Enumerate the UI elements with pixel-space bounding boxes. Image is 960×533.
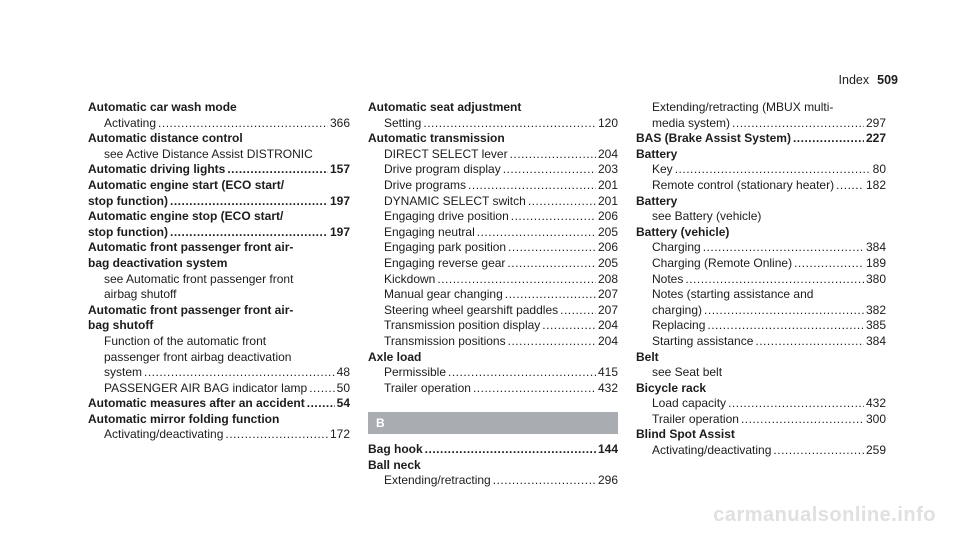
- index-column-2: [368, 100, 618, 489]
- index-subentry: [368, 365, 618, 381]
- index-subentry: [368, 209, 618, 225]
- dot-leader: [508, 240, 596, 256]
- index-subentry: [368, 334, 618, 350]
- index-entry: [368, 442, 618, 458]
- index-headline: [88, 396, 350, 412]
- dot-leader: [448, 365, 596, 381]
- index-subentry: [368, 303, 618, 319]
- index-subentry: [88, 365, 350, 381]
- page-ref: 80: [872, 162, 886, 177]
- page-ref: 50: [336, 380, 350, 395]
- dot-leader: [542, 318, 596, 334]
- index-heading: Automatic front passenger front air-: [88, 302, 294, 317]
- page-ref: 297: [865, 115, 886, 130]
- entry-text: Notes: [652, 271, 684, 286]
- index-entry: [88, 162, 350, 178]
- dot-leader: [170, 225, 328, 241]
- index-headline: [88, 194, 350, 210]
- index-subentry: [368, 178, 618, 194]
- index-subentry: [368, 381, 618, 397]
- index-subentry: [636, 443, 886, 459]
- dot-leader: [704, 303, 864, 319]
- index-entry: [88, 178, 350, 209]
- page-ref: 48: [336, 365, 350, 380]
- dot-leader: [309, 381, 334, 397]
- page-ref: 54: [336, 396, 350, 411]
- index-subentry: [88, 427, 350, 443]
- dot-leader: [793, 131, 864, 147]
- dot-leader: [307, 396, 335, 412]
- page-ref: 300: [865, 411, 886, 426]
- entry-text: BAS (Brake Assist System): [636, 131, 791, 146]
- index-heading: Automatic front passenger front air-: [88, 240, 294, 255]
- index-heading: bag shutoff: [88, 318, 154, 333]
- page-ref: 259: [865, 443, 886, 458]
- index-entry: [368, 131, 618, 349]
- dot-leader: [437, 272, 596, 288]
- dot-leader: [703, 240, 864, 256]
- dot-leader: [836, 178, 864, 194]
- entry-text: Starting assistance: [652, 333, 754, 348]
- index-heading: Battery: [636, 193, 678, 208]
- index-heading: Automatic car wash mode: [88, 100, 237, 114]
- index-subentry: [88, 116, 350, 132]
- index-subentry: [636, 116, 886, 132]
- index-subentry: [636, 256, 886, 272]
- index-subentry: [368, 194, 618, 210]
- dot-leader: [707, 318, 864, 334]
- dot-leader: [794, 256, 864, 272]
- dot-leader: [528, 194, 596, 210]
- index-entry: [368, 100, 618, 131]
- index-note: airbag shutoff: [104, 287, 177, 302]
- page-ref: 189: [865, 255, 886, 270]
- index-subentry: [368, 240, 618, 256]
- dot-leader: [505, 287, 596, 303]
- entry-text: Replacing: [652, 318, 706, 333]
- entry-text: Transmission position display: [384, 318, 541, 333]
- entry-text: Activating/deactivating: [104, 427, 224, 442]
- entry-text: Manual gear changing: [384, 287, 503, 302]
- page-ref: 201: [597, 193, 618, 208]
- index-heading: Automatic distance control: [88, 131, 243, 146]
- entry-text: Transmission positions: [384, 333, 506, 348]
- index-entry: [88, 396, 350, 412]
- dot-leader: [510, 147, 596, 163]
- entry-text: Extending/retracting: [384, 473, 491, 488]
- page-ref: 144: [597, 442, 618, 457]
- page-ref: 120: [597, 115, 618, 130]
- index-entry: [636, 100, 886, 131]
- page-ref: 380: [865, 271, 886, 286]
- page-ref: 432: [597, 380, 618, 395]
- index-entry: [636, 131, 886, 147]
- index-entry: [88, 240, 350, 302]
- entry-text: system: [104, 365, 143, 380]
- index-subentry: [368, 272, 618, 288]
- index-entry: [88, 209, 350, 240]
- entry-text: Engaging reverse gear: [384, 255, 506, 270]
- index-heading: Ball neck: [368, 457, 421, 472]
- entry-text: stop function): [88, 193, 168, 208]
- dot-leader: [425, 442, 596, 458]
- index-headline: [88, 225, 350, 241]
- index-subentry: [368, 116, 618, 132]
- dot-leader: [508, 334, 596, 350]
- page-ref: 203: [597, 162, 618, 177]
- page-ref: 208: [597, 271, 618, 286]
- page-ref: 204: [597, 146, 618, 161]
- dot-leader: [507, 256, 596, 272]
- index-subentry: [368, 147, 618, 163]
- entry-text: Key: [652, 162, 673, 177]
- page-ref: 172: [329, 427, 350, 442]
- index-subentry: [368, 318, 618, 334]
- page-ref: 227: [865, 131, 886, 146]
- index-subentry: [368, 287, 618, 303]
- index-note: passenger front airbag deactivation: [104, 349, 292, 364]
- index-note: Notes (starting assistance and: [652, 287, 814, 302]
- index-headline: [636, 131, 886, 147]
- index-column-3: [636, 100, 886, 459]
- entry-text: media system): [652, 115, 731, 130]
- index-subentry: [636, 162, 886, 178]
- page-header: [839, 73, 898, 87]
- index-entry: [636, 225, 886, 350]
- dot-leader: [144, 365, 335, 381]
- index-subentry: [636, 272, 886, 288]
- entry-text: Drive program display: [384, 162, 501, 177]
- index-entry: [636, 147, 886, 194]
- index-note: see Automatic front passenger front: [104, 271, 294, 286]
- index-subentry: [368, 162, 618, 178]
- index-subentry: [88, 381, 350, 397]
- index-heading: Battery (vehicle): [636, 224, 730, 239]
- index-entry: [636, 381, 886, 428]
- index-entry: [636, 427, 886, 458]
- index-headline: [368, 442, 618, 458]
- dot-leader: [170, 194, 328, 210]
- page-ref: 204: [597, 333, 618, 348]
- dot-leader: [773, 443, 864, 459]
- index-heading: Axle load: [368, 349, 422, 364]
- entry-text: Engaging neutral: [384, 224, 475, 239]
- page-ref: 182: [865, 177, 886, 192]
- dot-leader: [423, 116, 596, 132]
- entry-text: Automatic driving lights: [88, 162, 226, 177]
- dot-leader: [493, 473, 596, 489]
- entry-text: PASSENGER AIR BAG indicator lamp: [104, 380, 308, 395]
- entry-text: Engaging park position: [384, 240, 507, 255]
- page-ref: 296: [597, 473, 618, 488]
- entry-text: Setting: [384, 115, 422, 130]
- dot-leader: [728, 396, 864, 412]
- index-column-1: [88, 100, 350, 443]
- index-entry: [88, 303, 350, 397]
- page-ref: 207: [597, 302, 618, 317]
- dot-leader: [732, 116, 864, 132]
- page-number: 509: [877, 73, 898, 87]
- page-ref: 384: [865, 240, 886, 255]
- entry-text: Load capacity: [652, 396, 727, 411]
- index-entry: [88, 412, 350, 443]
- index-subentry: [368, 256, 618, 272]
- index-note: Extending/retracting (MBUX multi-: [652, 100, 834, 114]
- page-ref: 197: [329, 224, 350, 239]
- index-entry: [368, 350, 618, 397]
- dot-leader: [473, 381, 596, 397]
- watermark: carmanualsonline.info: [713, 504, 936, 526]
- index-note: see Battery (vehicle): [652, 209, 762, 224]
- index-subentry: [636, 318, 886, 334]
- entry-text: DYNAMIC SELECT switch: [384, 193, 526, 208]
- index-headline: [88, 162, 350, 178]
- dot-leader: [511, 209, 596, 225]
- page-ref: 201: [597, 177, 618, 192]
- entry-text: Charging: [652, 240, 701, 255]
- index-subentry: [636, 178, 886, 194]
- section-header-b: B: [368, 412, 618, 434]
- index-entry: [88, 131, 350, 162]
- entry-text: Steering wheel gearshift paddles: [384, 302, 559, 317]
- index-entry: [636, 350, 886, 381]
- entry-text: Charging (Remote Online): [652, 255, 793, 270]
- entry-text: Trailer operation: [652, 411, 739, 426]
- index-heading: Belt: [636, 349, 659, 364]
- entry-text: Automatic measures after an accident: [88, 396, 305, 411]
- index-entry: [368, 458, 618, 489]
- index-heading: Automatic mirror folding function: [88, 411, 280, 426]
- page-ref: 432: [865, 396, 886, 411]
- entry-text: Activating/deactivating: [652, 443, 772, 458]
- dot-leader: [503, 162, 596, 178]
- page-ref: 385: [865, 318, 886, 333]
- index-entry: [636, 194, 886, 225]
- dot-leader: [560, 303, 596, 319]
- page-ref: 205: [597, 224, 618, 239]
- index-note: see Active Distance Assist DISTRONIC: [104, 146, 313, 161]
- dot-leader: [225, 427, 328, 443]
- dot-leader: [675, 162, 871, 178]
- index-heading: Battery: [636, 146, 678, 161]
- entry-text: stop function): [88, 224, 168, 239]
- dot-leader: [741, 412, 864, 428]
- entry-text: Engaging drive position: [384, 209, 509, 224]
- index-heading: Automatic seat adjustment: [368, 100, 522, 114]
- index-entry: [88, 100, 350, 131]
- index-heading: Automatic engine start (ECO start/: [88, 177, 285, 192]
- dot-leader: [685, 272, 864, 288]
- entry-text: Activating: [104, 115, 157, 130]
- header-label: Index: [838, 73, 870, 87]
- index-subentry: [368, 473, 618, 489]
- entry-text: Kickdown: [384, 271, 436, 286]
- entry-text: Remote control (stationary heater): [652, 177, 835, 192]
- page-ref: 197: [329, 193, 350, 208]
- page-ref: 415: [597, 365, 618, 380]
- dot-leader: [227, 162, 328, 178]
- page-ref: 207: [597, 287, 618, 302]
- entry-text: Bag hook: [368, 442, 423, 457]
- page-ref: 384: [865, 333, 886, 348]
- index-heading: Bicycle rack: [636, 380, 707, 395]
- index-note: Function of the automatic front: [104, 333, 267, 348]
- index-heading: Blind Spot Assist: [636, 427, 735, 442]
- entry-text: Permissible: [384, 365, 447, 380]
- entry-text: charging): [652, 302, 703, 317]
- page-ref: 157: [329, 162, 350, 177]
- page-ref: 204: [597, 318, 618, 333]
- index-note: see Seat belt: [652, 365, 723, 380]
- entry-text: Trailer operation: [384, 380, 471, 395]
- index-subentry: [636, 240, 886, 256]
- index-heading: Automatic transmission: [368, 131, 505, 146]
- dot-leader: [468, 178, 596, 194]
- index-subentry: [636, 412, 886, 428]
- dot-leader: [158, 116, 328, 132]
- page-ref: 382: [865, 302, 886, 317]
- index-subentry: [368, 225, 618, 241]
- index-subentry: [636, 396, 886, 412]
- entry-text: DIRECT SELECT lever: [384, 146, 508, 161]
- index-subentry: [636, 303, 886, 319]
- index-subentry: [636, 334, 886, 350]
- index-heading: bag deactivation system: [88, 255, 228, 270]
- page-ref: 206: [597, 240, 618, 255]
- page-ref: 205: [597, 255, 618, 270]
- dot-leader: [755, 334, 864, 350]
- index-heading: Automatic engine stop (ECO start/: [88, 209, 284, 224]
- dot-leader: [477, 225, 596, 241]
- page-ref: 206: [597, 209, 618, 224]
- page-ref: 366: [329, 115, 350, 130]
- entry-text: Drive programs: [384, 177, 467, 192]
